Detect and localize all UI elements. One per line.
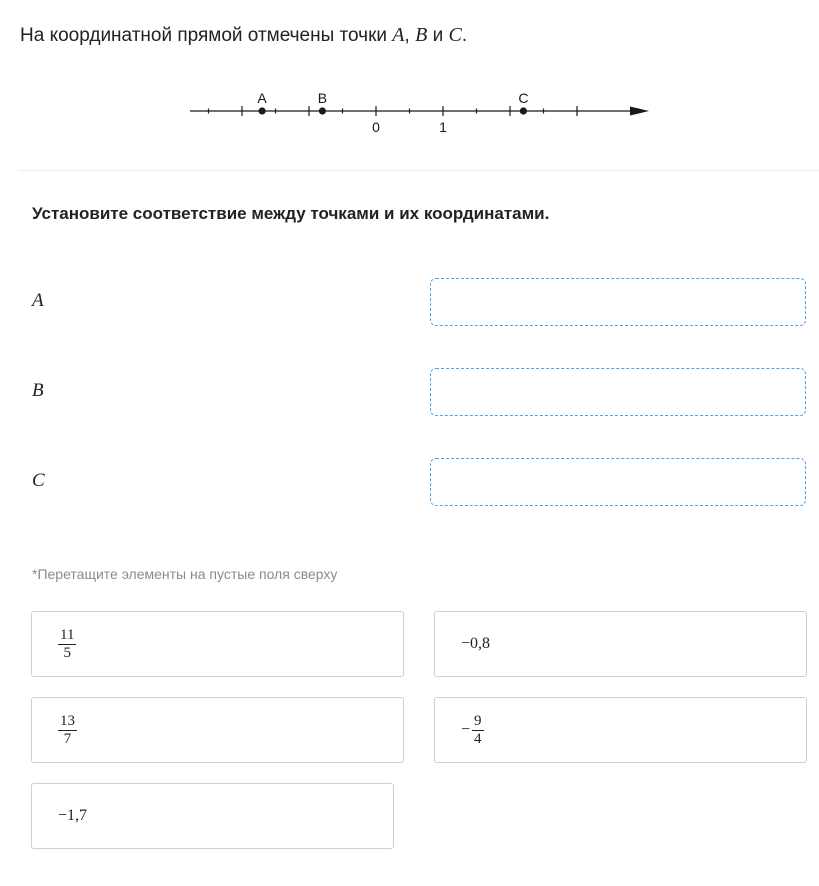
- number-line-tick-label: 0: [372, 119, 380, 135]
- divider: [18, 170, 819, 171]
- question-text: На координатной прямой отмечены точки A, B и C.: [20, 24, 468, 46]
- drag-hint: *Перетащите элементы на пустые поля сверху: [32, 566, 338, 582]
- number-line-point-c: [520, 107, 527, 114]
- option-card-11-5[interactable]: [31, 611, 404, 677]
- option-card-minus-0-8[interactable]: [434, 611, 807, 677]
- number-line-point-b: [319, 107, 326, 114]
- number-line: [0, 78, 819, 148]
- negative-fraction: − $\frac{9}{4}$: [461, 712, 482, 747]
- fraction: $\frac{13}{7}$: [60, 712, 75, 747]
- question-point-b: B: [415, 24, 428, 46]
- row-label-c: C: [32, 470, 45, 491]
- row-label-a: A: [32, 290, 44, 311]
- number-line-point-label-a: A: [257, 90, 267, 106]
- number-line-point-label-b: B: [317, 90, 328, 106]
- number-line-tick-label: 1: [439, 119, 447, 135]
- option-card-minus-1-7[interactable]: [31, 783, 394, 849]
- row-label-b: B: [32, 380, 44, 401]
- number-line-arrow: [630, 107, 649, 116]
- drop-zone-c[interactable]: [430, 458, 806, 506]
- fraction: $\frac{11}{5}$: [60, 626, 75, 661]
- instruction-text: Установите соответствие между точками и их координатами.: [32, 204, 550, 223]
- option-value: −0,8: [461, 635, 491, 652]
- question-point-c: C: [448, 24, 462, 46]
- drop-zone-b[interactable]: [430, 368, 806, 416]
- option-card-13-7[interactable]: [31, 697, 404, 763]
- option-card-minus-9-4[interactable]: [434, 697, 807, 763]
- number-line-point-a: [259, 107, 266, 114]
- question-point-a: A: [392, 24, 405, 46]
- option-value: −1,7: [58, 807, 88, 824]
- drop-zone-a[interactable]: [430, 278, 806, 326]
- number-line-point-label-c: C: [518, 90, 529, 106]
